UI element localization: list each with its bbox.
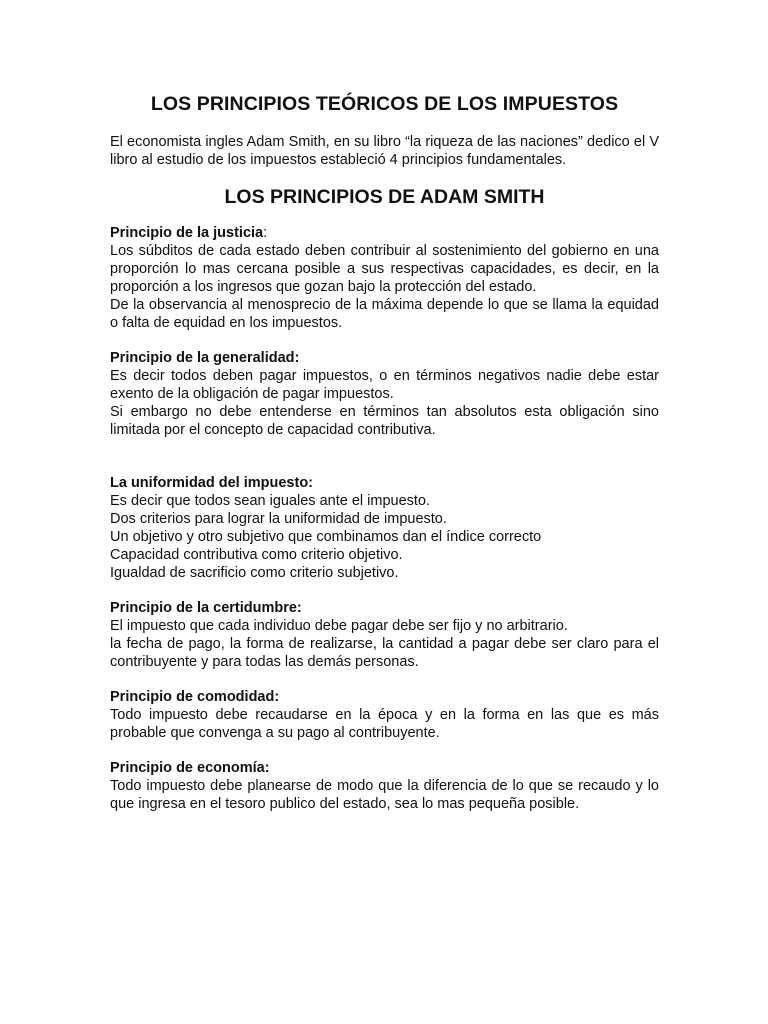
section-heading-text: Principio de la justicia <box>110 225 264 241</box>
document-page <box>110 92 659 813</box>
section-economia <box>110 759 659 813</box>
section-paragraph: El impuesto que cada individuo debe pagar debe ser fijo y no arbitrario. <box>110 618 568 634</box>
section-justicia <box>110 224 659 332</box>
section-heading: La uniformidad del impuesto: <box>110 475 314 491</box>
section-paragraph: Dos criterios para lograr la uniformidad de impuesto. <box>110 511 447 527</box>
section-certidumbre <box>110 599 659 671</box>
section-paragraph: Es decir que todos sean iguales ante el impuesto. <box>110 493 431 509</box>
section-subtitle: LOS PRINCIPIOS DE ADAM SMITH <box>224 186 545 208</box>
section-heading: Principio de comodidad: <box>110 689 280 705</box>
section-paragraph: Es decir todos deben pagar impuestos, o en términos negativos nadie debe estar exento de la obligación de pagar impuestos. <box>110 368 659 402</box>
section-paragraph: Todo impuesto debe planearse de modo que la diferencia de lo que se recaudo y lo que ingresa en el tesoro publico del estado, sea lo mas pequeña posible. <box>110 778 659 812</box>
section-uniformidad <box>110 474 659 582</box>
section-comodidad <box>110 688 659 742</box>
intro-paragraph: El economista ingles Adam Smith, en su libro “la riqueza de las naciones” dedico el V libro al estudio de los impuestos estableció 4 principios fundamentales. <box>110 134 659 168</box>
section-paragraph: Un objetivo y otro subjetivo que combinamos dan el índice correcto <box>110 529 542 545</box>
section-paragraph: la fecha de pago, la forma de realizarse, la cantidad a pagar debe ser claro para el contribuyente y para todas las demás personas. <box>110 636 659 670</box>
section-paragraph: De la observancia al menosprecio de la máxima depende lo que se llama la equidad o falta de equidad en los impuestos. <box>110 297 659 331</box>
section-paragraph: Igualdad de sacrificio como criterio subjetivo. <box>110 565 399 581</box>
section-paragraph: Todo impuesto debe recaudarse en la época y en la forma en las que es más probable que convenga a su pago al contribuyente. <box>110 707 659 741</box>
section-heading: Principio de la generalidad: <box>110 350 300 366</box>
section-heading <box>110 224 659 242</box>
section-generalidad <box>110 349 659 439</box>
section-paragraph: Si embargo no debe entenderse en términos tan absolutos esta obligación sino limitada por el concepto de capacidad contributiva. <box>110 404 659 438</box>
section-paragraph: Capacidad contributiva como criterio objetivo. <box>110 547 403 563</box>
section-heading: Principio de economía: <box>110 760 270 776</box>
section-paragraph: Los súbditos de cada estado deben contribuir al sostenimiento del gobierno en una proporción lo mas cercana posible a sus respectivas capacidades, es decir, en la proporción a los ingresos que gozan bajo la protección del estado. <box>110 243 659 295</box>
page-title: LOS PRINCIPIOS TEÓRICOS DE LOS IMPUESTOS <box>150 93 619 115</box>
section-heading-colon: : <box>263 225 268 241</box>
section-heading: Principio de la certidumbre: <box>110 600 302 616</box>
